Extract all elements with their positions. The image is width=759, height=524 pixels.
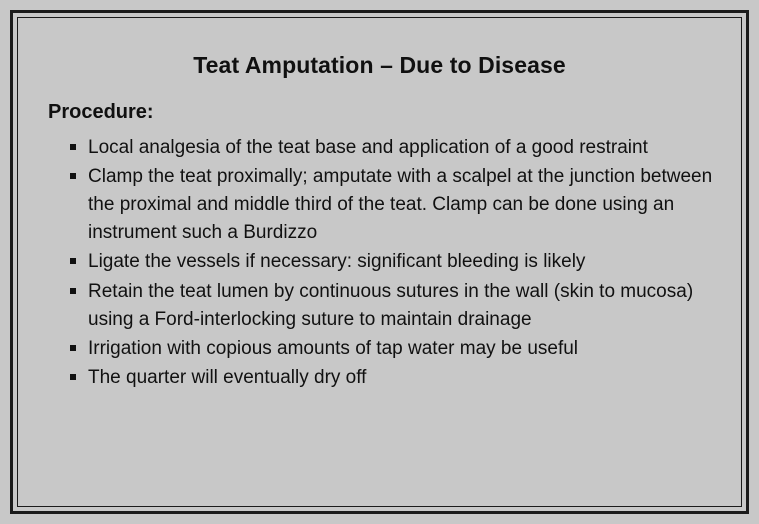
bullet-square-icon: [70, 144, 76, 150]
section-heading: Procedure:: [48, 101, 154, 123]
list-item-text: The quarter will eventually dry off: [88, 366, 367, 388]
list-item: [70, 248, 715, 276]
bullet-square-icon: [70, 345, 76, 351]
page-title: Teat Amputation – Due to Disease: [193, 52, 566, 78]
list-item: [70, 335, 715, 363]
list-item: [70, 278, 715, 334]
procedure-list: [44, 134, 715, 392]
bullet-square-icon: [70, 258, 76, 264]
bullet-square-icon: [70, 374, 76, 380]
bullet-square-icon: [70, 288, 76, 294]
list-item: [70, 163, 715, 247]
slide-inner-frame: [17, 17, 742, 507]
list-item-text: Clamp the teat proximally; amputate with a scalpel at the junction between the proximal and middle third of the teat. Clamp can be done using an instrument such a Burdizzo: [88, 166, 713, 244]
list-item-text: Ligate the vessels if necessary: significant bleeding is likely: [88, 251, 586, 273]
slide-outer-frame: [10, 10, 749, 514]
list-item: [70, 134, 715, 162]
list-item-text: Local analgesia of the teat base and application of a good restraint: [88, 137, 648, 158]
list-item-text: Retain the teat lumen by continuous sutures in the wall (skin to mucosa) using a Ford-interlocking suture to maintain drainage: [88, 280, 694, 330]
list-item: [70, 364, 715, 392]
list-item-text: Irrigation with copious amounts of tap water may be useful: [88, 337, 579, 359]
bullet-square-icon: [70, 173, 76, 179]
